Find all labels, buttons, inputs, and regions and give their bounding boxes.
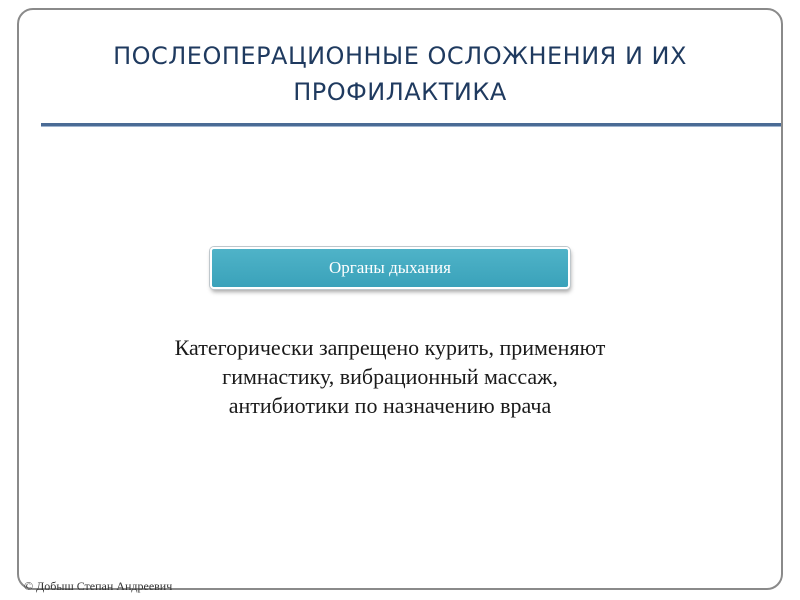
body-line-2: гимнастику, вибрационный массаж, <box>222 364 558 389</box>
title-line-2: ПРОФИЛАКТИКА <box>293 78 507 106</box>
copyright-footer: © Добыш Степан Андреевич <box>24 579 173 593</box>
slide-title <box>40 38 760 110</box>
title-divider <box>41 123 781 127</box>
respiratory-organs-button[interactable]: Органы дыхания <box>210 247 570 289</box>
body-line-3: антибиотики по назначению врача <box>228 393 552 418</box>
title-line-1: ПОСЛЕОПЕРАЦИОННЫЕ ОСЛОЖНЕНИЯ И ИХ <box>113 42 687 70</box>
body-line-1: Категорически запрещено курить, применяют <box>174 335 606 360</box>
body-text <box>80 333 700 420</box>
